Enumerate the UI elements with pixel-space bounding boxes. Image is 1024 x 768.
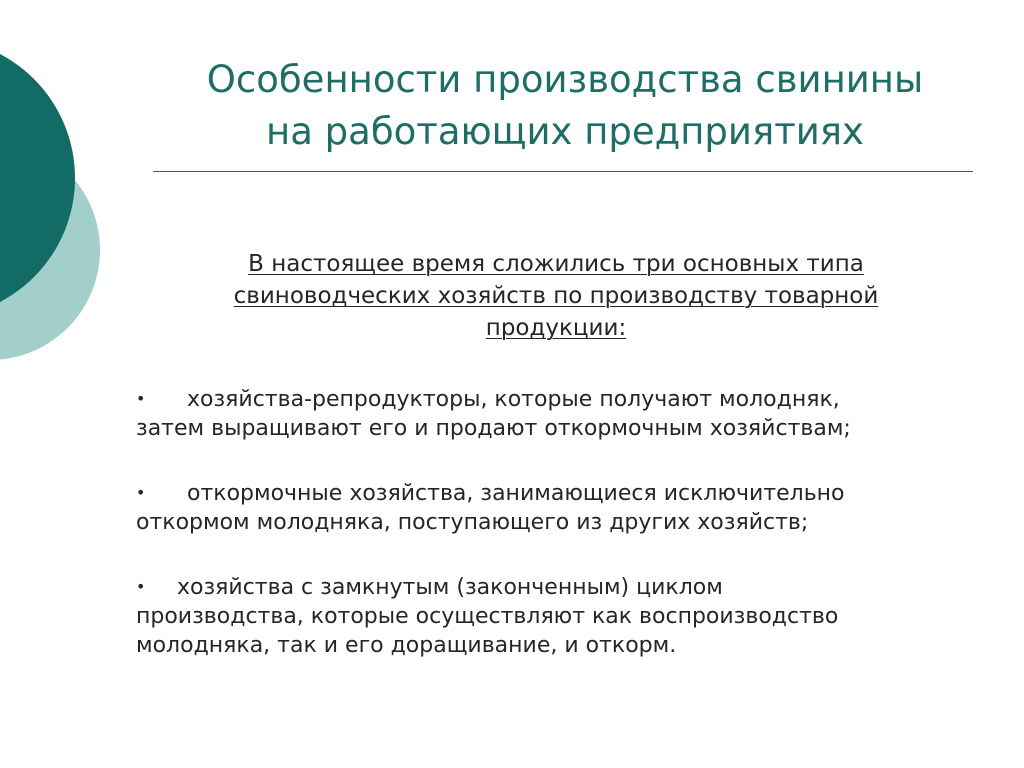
decorative-circles — [0, 0, 160, 420]
bullet-icon: • — [136, 389, 146, 408]
list-item-text: хозяйства с замкнутым (законченным) циклом — [177, 575, 723, 600]
intro-text — [150, 248, 962, 344]
list-item — [136, 384, 966, 443]
list-item-line: затем выращивают его и продают откормочным хозяйствам; — [136, 416, 851, 441]
list-item-line — [136, 572, 966, 602]
slide-title — [150, 54, 980, 158]
list-item — [136, 572, 966, 660]
bullet-list — [136, 384, 966, 695]
list-item-line: производства, которые осуществляют как воспроизводство — [136, 604, 839, 629]
list-item-line: откормом молодняка, поступающего из других хозяйств; — [136, 510, 809, 535]
title-line-1: Особенности производства свинины — [206, 58, 924, 101]
title-divider — [153, 171, 973, 172]
bullet-icon: • — [136, 483, 146, 502]
intro-line-2: свиноводческих хозяйств по производству товарной — [233, 283, 879, 309]
list-item-line: молодняка, так и его доращивание, и откорм. — [136, 633, 677, 658]
list-item-text: откормочные хозяйства, занимающиеся исключительно — [187, 481, 845, 506]
list-item-line — [136, 478, 966, 508]
list-item-line — [136, 384, 966, 414]
list-item-text: хозяйства-репродукторы, которые получают молодняк, — [187, 387, 840, 412]
intro-line-1: В настоящее время сложились три основных типа — [248, 251, 864, 277]
intro-line-3: продукции: — [485, 315, 627, 341]
bullet-icon: • — [136, 577, 146, 596]
title-line-2: на работающих предприятиях — [266, 110, 864, 153]
list-item — [136, 478, 966, 537]
